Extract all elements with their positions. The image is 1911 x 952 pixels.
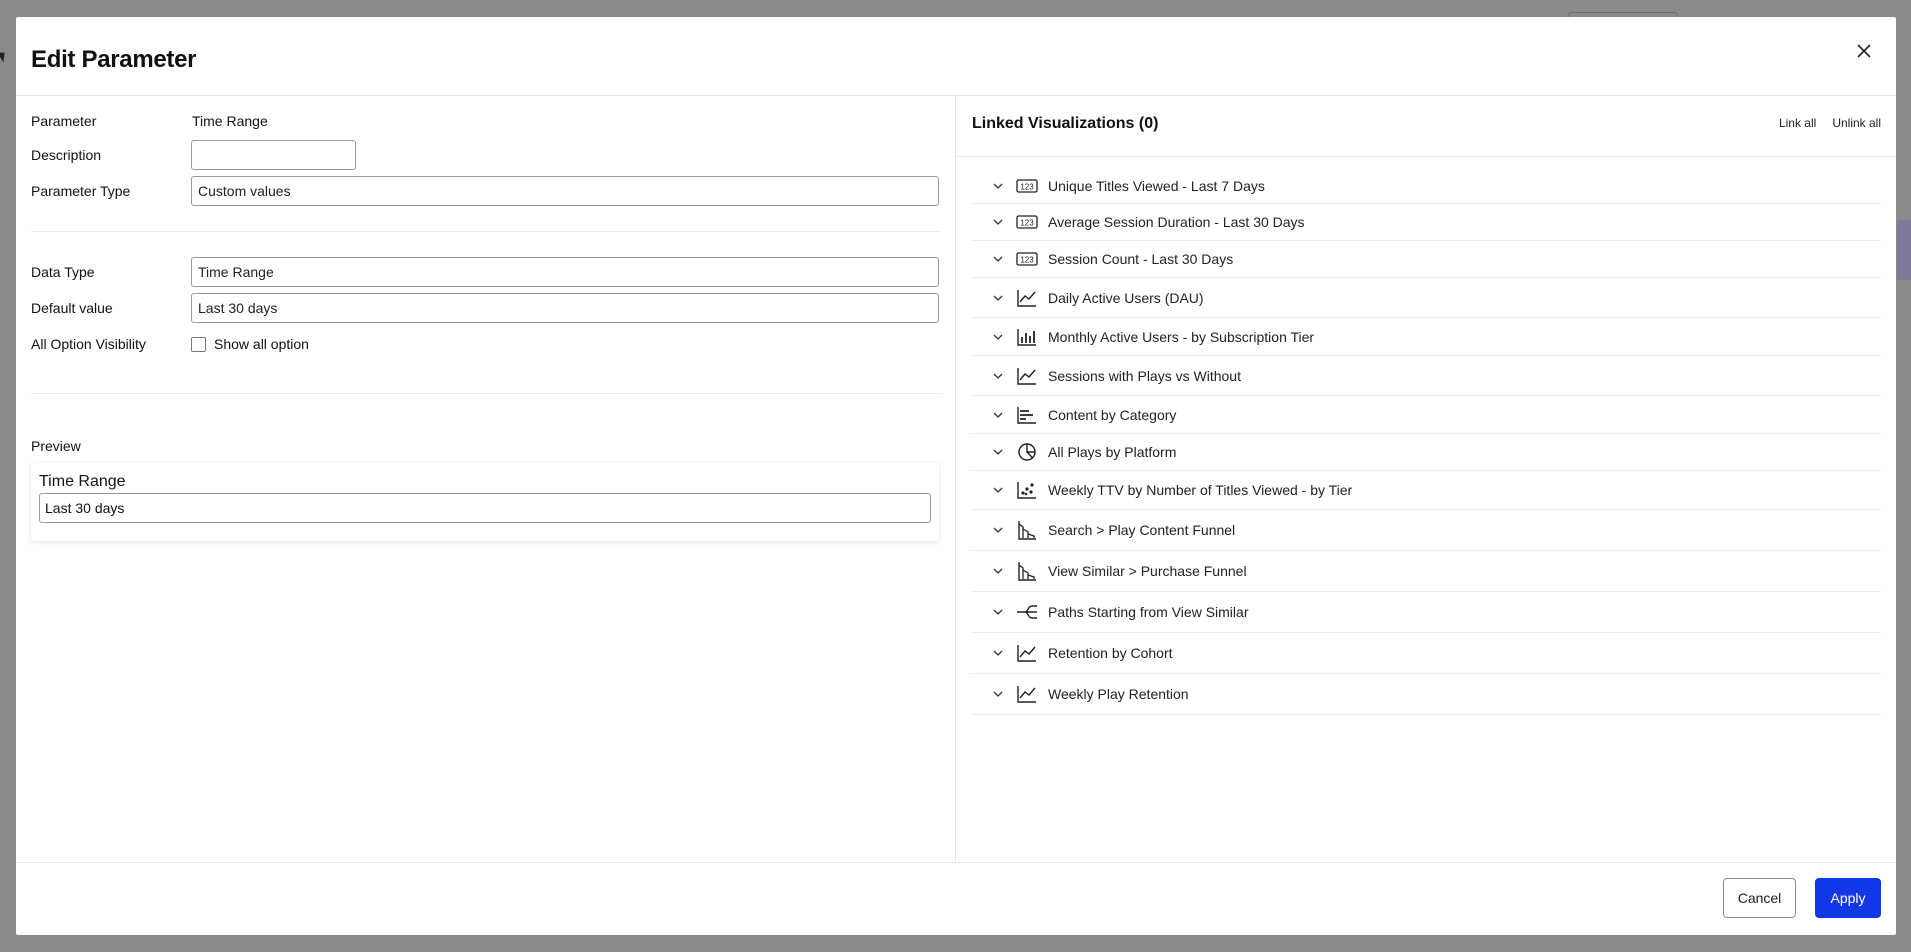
default-value-row (31, 293, 940, 323)
chevron-down-icon[interactable] (988, 295, 1008, 301)
apply-button[interactable]: Apply (1815, 878, 1881, 918)
description-label: Description (31, 147, 102, 163)
parameter-form-pane (16, 97, 956, 862)
visualization-row[interactable] (972, 204, 1881, 241)
divider (31, 231, 940, 232)
funnel-icon (1014, 519, 1040, 541)
parameter-row (31, 113, 940, 129)
modal-header (16, 17, 1896, 96)
visualization-row[interactable] (972, 356, 1881, 396)
visualization-row[interactable] (972, 318, 1881, 356)
link-all-button[interactable]: Link all (1778, 116, 1817, 130)
cancel-button[interactable]: Cancel (1723, 878, 1796, 918)
horizontal-bar-icon (1014, 404, 1040, 426)
visualization-row[interactable] (972, 674, 1881, 715)
line-chart-icon (1014, 642, 1040, 664)
pie-chart-icon (1014, 441, 1040, 463)
visualization-label: Content by Category (1048, 406, 1177, 423)
paths-icon (1014, 601, 1040, 623)
edit-parameter-modal (16, 17, 1896, 935)
visualization-row[interactable] (972, 633, 1881, 674)
line-chart-icon (1014, 365, 1040, 387)
svg-text:123: 123 (1020, 255, 1034, 265)
chevron-down-icon[interactable] (988, 650, 1008, 656)
linked-visualizations-title: Linked Visualizations (0) (972, 115, 1159, 132)
divider (31, 393, 940, 394)
parameter-label: Parameter (31, 113, 97, 129)
visualization-row[interactable] (972, 510, 1881, 551)
visualization-label: Daily Active Users (DAU) (1048, 289, 1204, 306)
chevron-down-icon[interactable] (988, 568, 1008, 574)
show-all-option-label: Show all option (214, 336, 309, 352)
visualization-label: Session Count - Last 30 Days (1048, 251, 1234, 267)
visualization-label: Paths Starting from View Similar (1048, 604, 1249, 620)
visualization-row[interactable] (972, 168, 1881, 204)
svg-text:123: 123 (1020, 218, 1034, 228)
background-accent (1897, 220, 1911, 280)
modal-body (16, 97, 1896, 862)
data-type-select[interactable]: Time Range (191, 257, 939, 287)
visualization-row[interactable] (972, 592, 1881, 633)
chevron-down-icon[interactable] (988, 449, 1008, 455)
visualization-label: Sessions with Plays vs Without (1048, 367, 1241, 384)
parameter-type-label: Parameter Type (31, 183, 131, 199)
data-type-label: Data Type (31, 264, 95, 280)
parameter-type-row (31, 176, 940, 206)
number-icon (1014, 175, 1040, 197)
visualization-list (972, 156, 1881, 715)
description-row (31, 140, 940, 170)
funnel-icon (1014, 560, 1040, 582)
visualization-row[interactable] (972, 241, 1881, 278)
preview-select[interactable]: Last 30 days (39, 493, 931, 523)
chevron-down-icon[interactable] (988, 527, 1008, 533)
parameter-name-value: Time Range (192, 113, 268, 129)
svg-text:123: 123 (1020, 182, 1034, 191)
visualization-label: All Plays by Platform (1048, 444, 1177, 460)
line-chart-icon (1014, 287, 1040, 309)
chevron-down-icon[interactable] (988, 334, 1008, 340)
modal-footer (16, 862, 1896, 935)
visualization-label: Weekly Play Retention (1048, 686, 1189, 702)
show-all-option-checkbox[interactable] (191, 337, 206, 352)
linked-visualizations-pane (957, 97, 1896, 862)
visualization-label: Unique Titles Viewed - Last 7 Days (1048, 177, 1265, 194)
unlink-all-button[interactable]: Unlink all (1832, 116, 1881, 130)
chevron-down-icon[interactable] (988, 691, 1008, 697)
visualization-row[interactable] (972, 551, 1881, 592)
option-visibility-label: All Option Visibility (31, 336, 146, 352)
chevron-down-icon[interactable] (988, 219, 1008, 225)
visualization-label: View Similar > Purchase Funnel (1048, 563, 1247, 579)
description-field[interactable] (191, 140, 356, 170)
number-icon (1014, 211, 1040, 233)
show-all-option-toggle[interactable] (191, 336, 309, 352)
close-icon[interactable] (1852, 39, 1876, 63)
default-value-select[interactable]: Last 30 days (191, 293, 939, 323)
default-value-label: Default value (31, 300, 113, 316)
chevron-down-icon[interactable] (988, 373, 1008, 379)
bar-chart-icon (1014, 326, 1040, 348)
linked-visualizations-header (957, 97, 1896, 157)
modal-title: Edit Parameter (31, 46, 197, 73)
link-actions (1779, 116, 1881, 130)
chevron-down-icon[interactable] (988, 256, 1008, 262)
preview-title: Time Range (39, 473, 126, 490)
scatter-icon (1014, 479, 1040, 501)
visualization-label: Average Session Duration - Last 30 Days (1048, 214, 1305, 230)
visualization-row[interactable] (972, 434, 1881, 471)
visualization-label: Retention by Cohort (1048, 645, 1173, 661)
data-type-row (31, 257, 940, 287)
number-icon (1014, 248, 1040, 270)
chevron-down-icon[interactable] (988, 183, 1008, 189)
visualization-label: Weekly TTV by Number of Titles Viewed - by Tier (1048, 482, 1353, 498)
line-chart-icon (1014, 683, 1040, 705)
parameter-type-select[interactable]: Custom values (191, 176, 939, 206)
chevron-down-icon[interactable] (988, 487, 1008, 493)
chevron-down-icon[interactable] (988, 609, 1008, 615)
visualization-label: Monthly Active Users - by Subscription Tier (1048, 328, 1315, 345)
option-visibility-row (31, 329, 940, 359)
preview-label: Preview (31, 438, 81, 454)
preview-card (31, 463, 939, 541)
visualization-row[interactable] (972, 278, 1881, 318)
visualization-row[interactable] (972, 471, 1881, 510)
chevron-down-icon[interactable] (988, 412, 1008, 418)
visualization-row[interactable] (972, 396, 1881, 434)
visualization-label: Search > Play Content Funnel (1048, 522, 1236, 538)
